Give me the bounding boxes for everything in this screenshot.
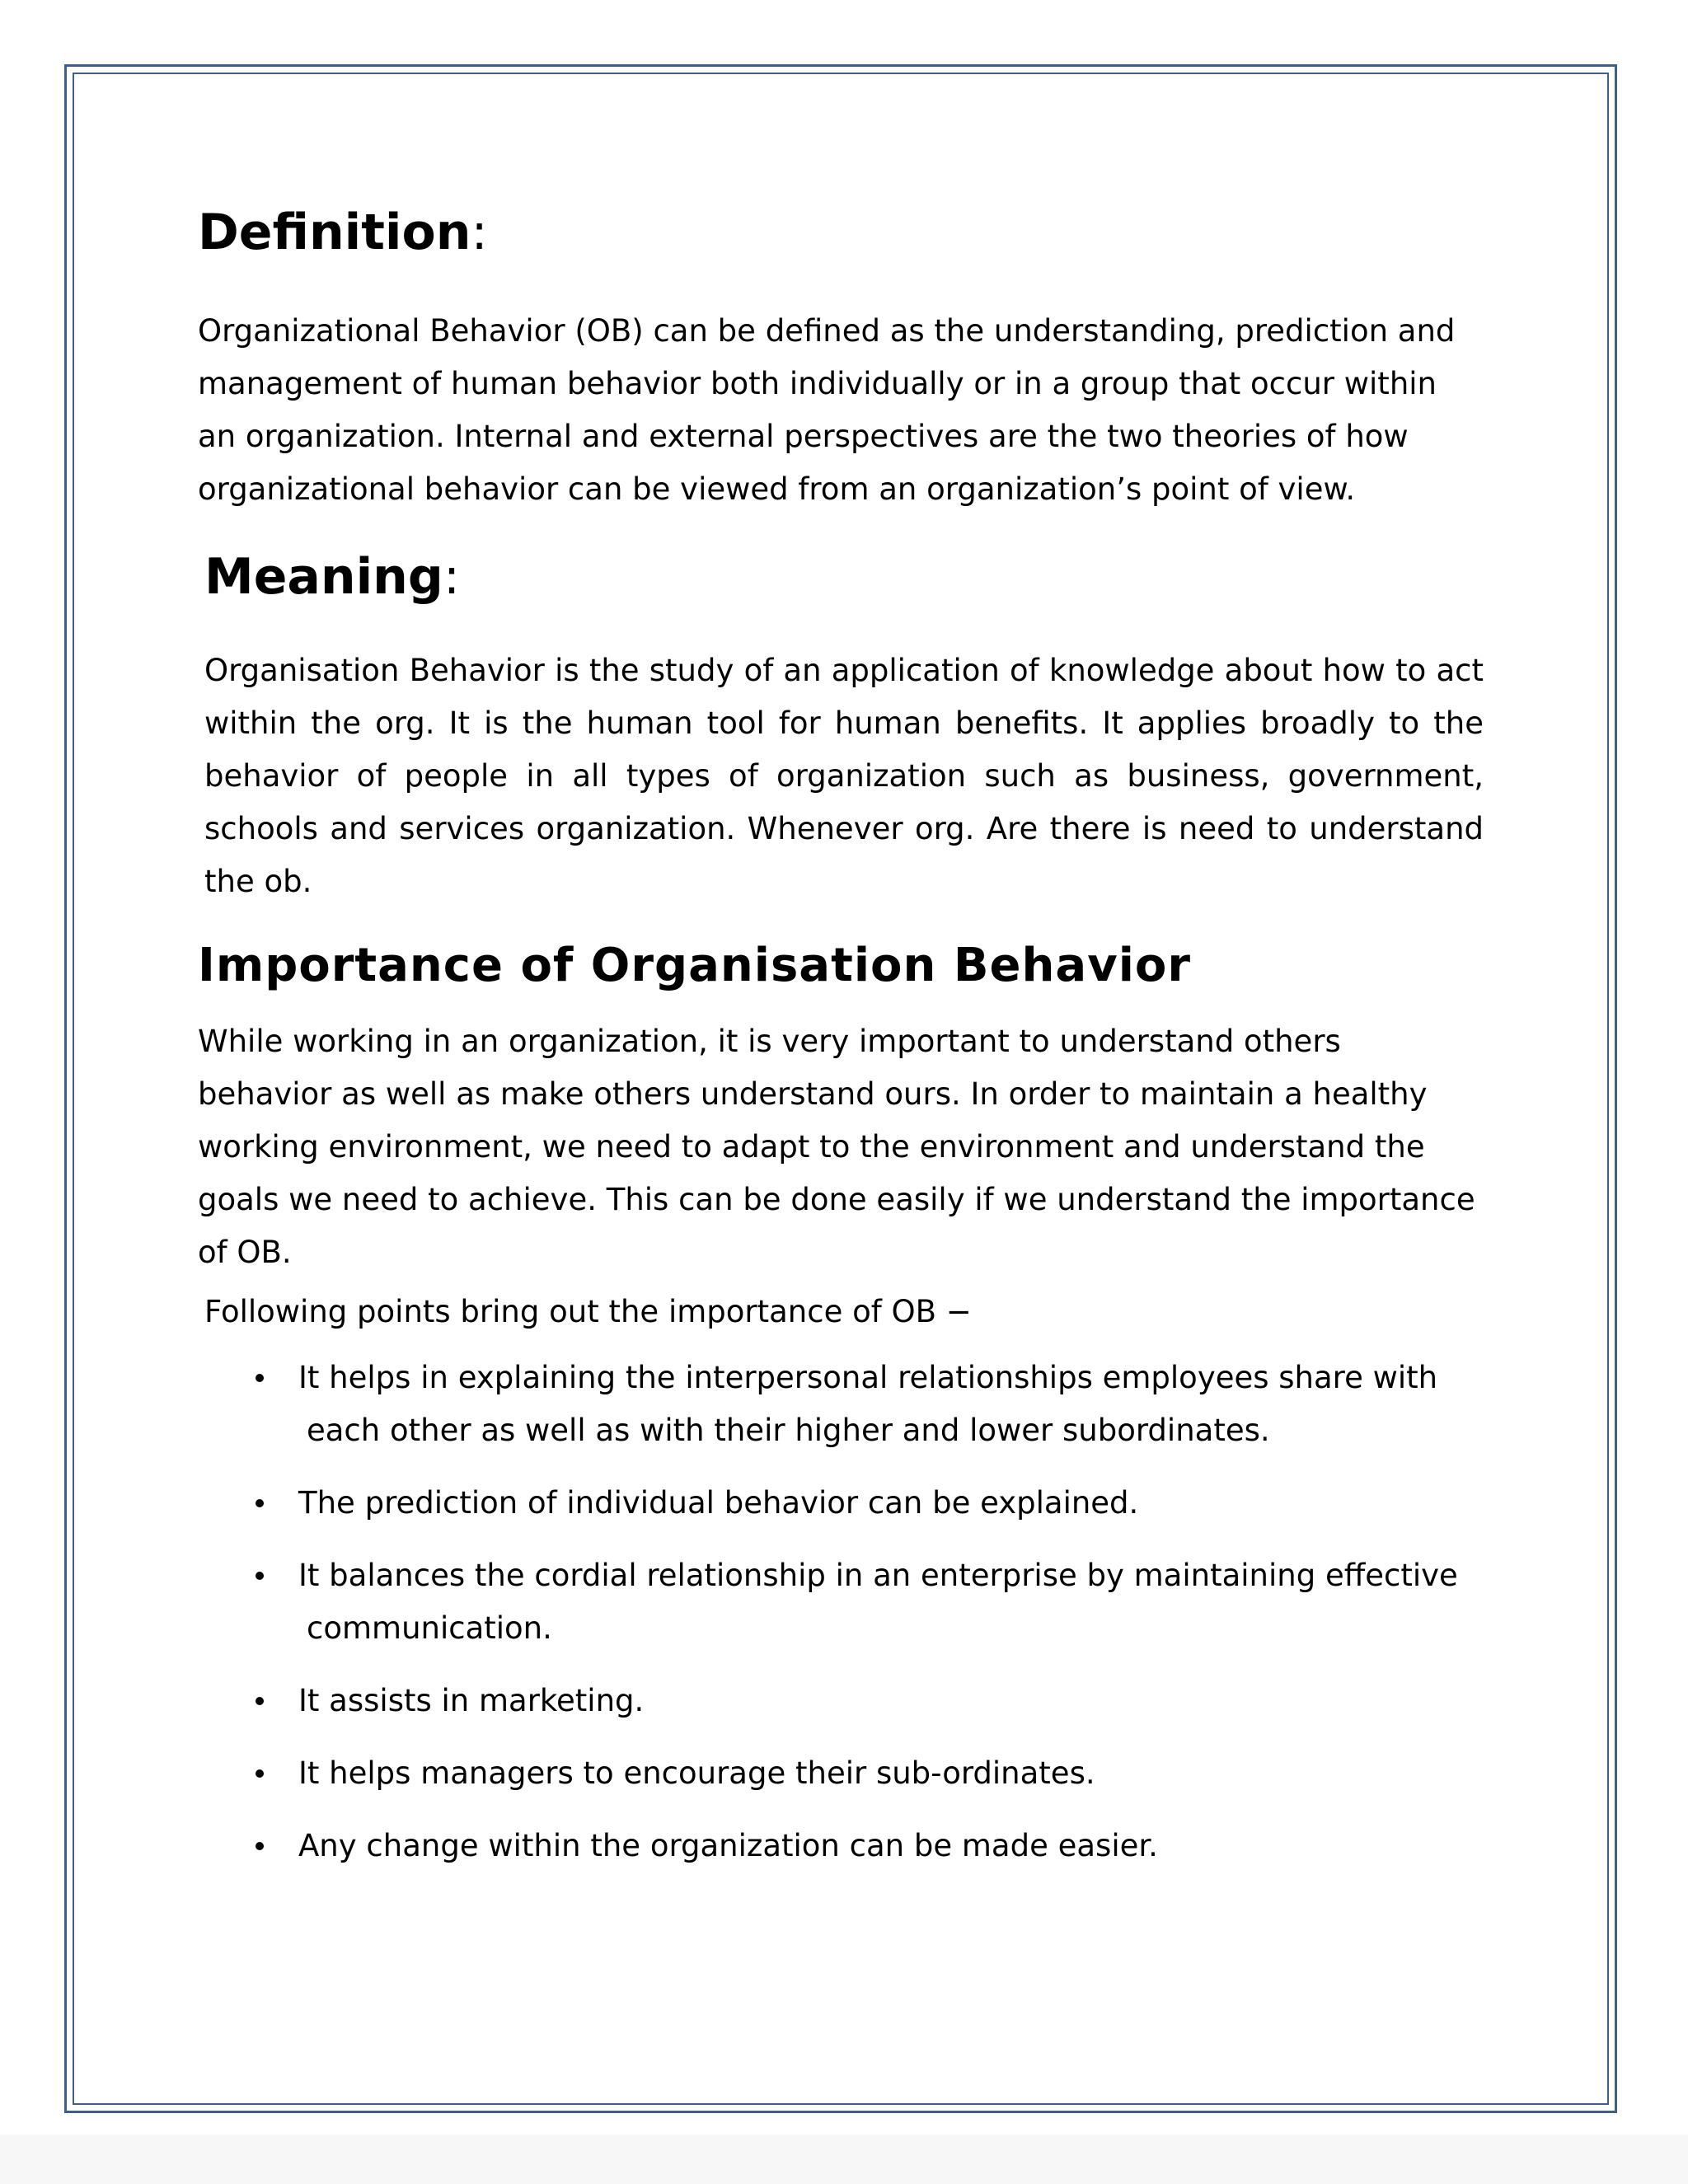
- bullet-icon: [256, 1769, 264, 1778]
- list-item: [247, 1549, 1500, 1655]
- list-item: [247, 1477, 1500, 1530]
- list-item-text: [298, 1477, 1500, 1530]
- list-item-line: It helps managers to encourage their sub-ordinates.: [298, 1755, 1095, 1791]
- list-item-text: [298, 1352, 1500, 1457]
- list-item-text: [298, 1820, 1500, 1872]
- list-item-line: It assists in marketing.: [298, 1683, 645, 1718]
- list-item: [247, 1352, 1500, 1457]
- list-item-text: [298, 1747, 1500, 1800]
- list-item: [247, 1820, 1500, 1872]
- importance-points-list: [247, 1352, 1500, 1892]
- list-item-line: Any change within the organization can be made easier.: [298, 1828, 1158, 1863]
- list-item-line-continued: each other as well as with their higher and lower subordinates.: [307, 1413, 1270, 1448]
- page-footer-strip: [0, 2135, 1688, 2184]
- list-item-line-continued: communication.: [307, 1610, 552, 1646]
- importance-heading: Importance of Organisation Behavior: [198, 939, 1191, 992]
- list-item-line: It balances the cordial relationship in an enterprise by maintaining effective: [298, 1558, 1458, 1593]
- bullet-icon: [256, 1374, 264, 1382]
- bullet-icon: [256, 1842, 264, 1850]
- importance-intro: Following points bring out the importance of OB −: [204, 1294, 972, 1329]
- meaning-heading-colon: :: [443, 548, 461, 606]
- definition-heading-colon: :: [471, 204, 488, 261]
- meaning-paragraph: Organisation Behavior is the study of an application of knowledge about how to act within the org. It is the human tool for human benefits. It applies broadly to the behavior of people in all types of organization such as business, government, schools and services organization. Whenever org. Are there is need to understand the ob.: [204, 653, 1484, 899]
- list-item-text: [298, 1675, 1500, 1727]
- list-item-line: The prediction of individual behavior can be explained.: [298, 1485, 1139, 1521]
- meaning-heading: [204, 547, 460, 607]
- definition-heading-text: Definition: [198, 204, 471, 261]
- list-item-text: [298, 1549, 1500, 1655]
- bullet-icon: [256, 1697, 264, 1705]
- definition-paragraph: Organizational Behavior (OB) can be defined as the understanding, prediction and management of human behavior both individually or in a group that occur within an organization. Internal and external perspectives are the two theories of how organizational behavior can be viewed from an organization’s point of view.: [198, 313, 1456, 507]
- list-item: [247, 1747, 1500, 1800]
- list-item-line: It helps in explaining the interpersonal relationships employees share with: [298, 1360, 1438, 1395]
- definition-heading: [198, 203, 488, 262]
- list-item: [247, 1675, 1500, 1727]
- bullet-icon: [256, 1499, 264, 1507]
- bullet-icon: [256, 1572, 264, 1580]
- importance-paragraph: While working in an organization, it is very important to understand others behavior as well as make others understand ours. In order to maintain a healthy working environment, we need to adapt to the environment and understand the goals we need to achieve. This can be done easily if we understand the importance of OB.: [198, 1024, 1475, 1270]
- meaning-heading-text: Meaning: [204, 548, 443, 606]
